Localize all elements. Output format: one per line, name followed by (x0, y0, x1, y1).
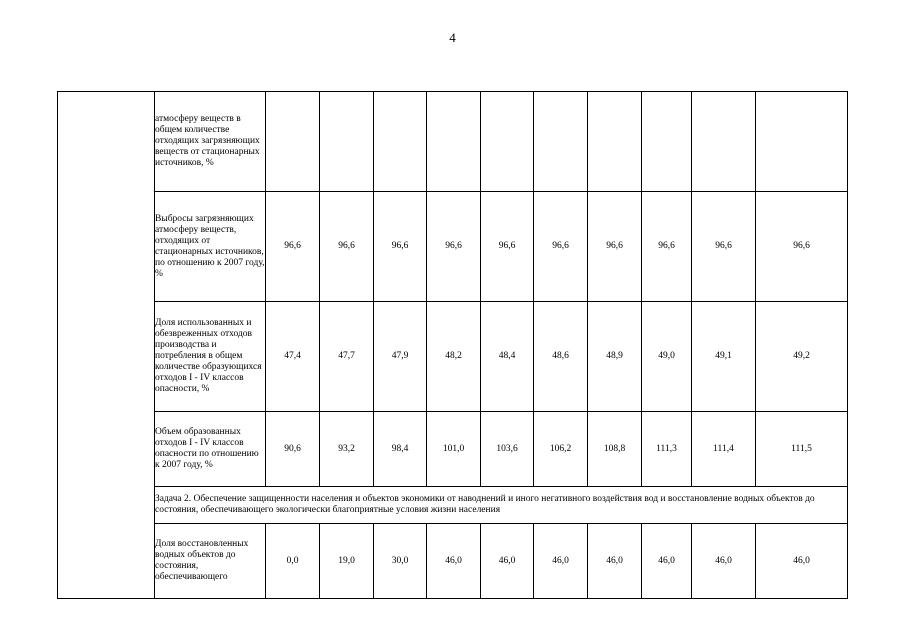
page-number: 4 (449, 30, 456, 45)
value-cell: 96,6 (642, 192, 692, 302)
value-cell: 98,4 (374, 412, 427, 487)
indicator-label: Объем образованных отходов I - IV классов опасности по отношению к 2007 году, % (155, 412, 266, 487)
value-cell: 46,0 (481, 524, 534, 599)
row-group-cell (58, 92, 155, 599)
value-cell: 19,0 (320, 524, 374, 599)
value-cell: 111,5 (756, 412, 848, 487)
value-cell: 46,0 (756, 524, 848, 599)
value-cell: 111,3 (642, 412, 692, 487)
value-cell: 46,0 (642, 524, 692, 599)
value-cell: 49,2 (756, 302, 848, 412)
value-cell: 93,2 (320, 412, 374, 487)
value-cell: 96,6 (481, 192, 534, 302)
value-cell: 96,6 (374, 192, 427, 302)
value-cell: 48,2 (427, 302, 481, 412)
value-cell: 49,0 (642, 302, 692, 412)
value-cell: 90,6 (266, 412, 320, 487)
indicators-table (57, 91, 848, 599)
value-cell: 0,0 (266, 524, 320, 599)
value-cell: 46,0 (534, 524, 588, 599)
table-row (58, 192, 848, 302)
value-cell (534, 92, 588, 192)
value-cell: 111,4 (692, 412, 756, 487)
value-cell: 108,8 (588, 412, 642, 487)
value-cell: 47,7 (320, 302, 374, 412)
value-cell: 96,6 (266, 192, 320, 302)
value-cell: 46,0 (427, 524, 481, 599)
table-row (58, 524, 848, 599)
value-cell: 106,2 (534, 412, 588, 487)
value-cell: 96,6 (692, 192, 756, 302)
value-cell: 46,0 (588, 524, 642, 599)
value-cell: 96,6 (427, 192, 481, 302)
value-cell: 47,9 (374, 302, 427, 412)
indicator-label: Доля использованных и обезвреженных отходов производства и потребления в общем количестве образующихся отходов I - IV классов опасности, % (155, 302, 266, 412)
value-cell: 96,6 (756, 192, 848, 302)
value-cell: 30,0 (374, 524, 427, 599)
value-cell: 47,4 (266, 302, 320, 412)
indicator-label: атмосферу веществ в общем количестве отходящих загрязняющих веществ от стационарных источников, % (155, 92, 266, 192)
value-cell: 96,6 (534, 192, 588, 302)
value-cell: 103,6 (481, 412, 534, 487)
value-cell (374, 92, 427, 192)
value-cell: 48,9 (588, 302, 642, 412)
indicator-label: Выбросы загрязняющих атмосферу веществ, отходящих от стационарных источников, по отношению к 2007 году, % (155, 192, 266, 302)
value-cell (266, 92, 320, 192)
value-cell (427, 92, 481, 192)
indicator-label: Доля восстановленных водных объектов до состояния, обеспечивающего (155, 524, 266, 599)
table-row (58, 412, 848, 487)
value-cell: 46,0 (692, 524, 756, 599)
value-cell: 49,1 (692, 302, 756, 412)
value-cell (588, 92, 642, 192)
value-cell: 48,6 (534, 302, 588, 412)
task-header-row (58, 487, 848, 524)
table-row (58, 92, 848, 192)
value-cell (692, 92, 756, 192)
value-cell: 96,6 (320, 192, 374, 302)
task-heading: Задача 2. Обеспечение защищенности населения и объектов экономики от наводнений и иного негативного воздействия вод и восстановление водных объектов до состояния, обеспечивающего экологически благоприятные условия жизни населения (155, 487, 848, 524)
value-cell (642, 92, 692, 192)
value-cell: 48,4 (481, 302, 534, 412)
value-cell (481, 92, 534, 192)
value-cell (320, 92, 374, 192)
table-row (58, 302, 848, 412)
value-cell: 101,0 (427, 412, 481, 487)
value-cell: 96,6 (588, 192, 642, 302)
value-cell (756, 92, 848, 192)
